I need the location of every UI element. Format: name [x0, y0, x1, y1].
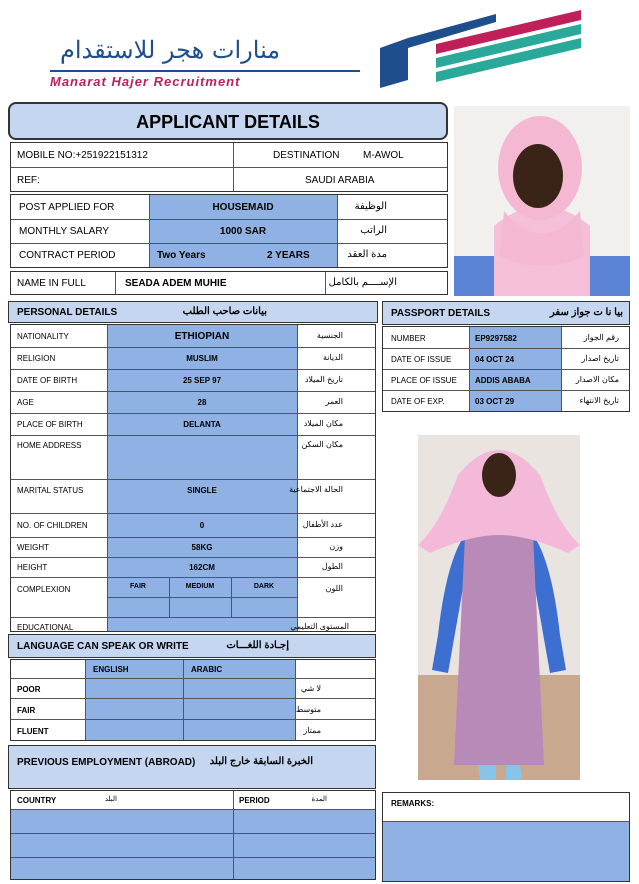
logo-house-icon — [376, 8, 586, 93]
previous-employment-header — [8, 745, 376, 789]
complexion-arabic: اللون — [325, 584, 343, 593]
remarks-label: REMARKS: — [391, 799, 435, 808]
name-value: SEADA ADEM MUHIE — [125, 278, 227, 289]
ref-label: REF: — [17, 175, 40, 186]
language-row-fair-arabic: متوسط — [295, 705, 321, 714]
language-row-fluent: FLUENT — [17, 727, 49, 736]
home-address-arabic: مكان السكن — [301, 440, 343, 449]
passport-number-value: EP9297582 — [475, 334, 517, 343]
post-arabic: الوظيفة — [354, 201, 387, 212]
contract-value-text: Two Years — [157, 250, 206, 261]
destination-label: DESTINATION — [273, 150, 340, 161]
job-table — [10, 194, 448, 268]
issue-place-value: ADDIS ABABA — [475, 376, 531, 385]
birthplace-label: PLACE OF BIRTH — [17, 420, 83, 429]
previous-header-label: PREVIOUS EMPLOYMENT (ABROAD) — [17, 757, 196, 768]
age-arabic: العمر — [325, 397, 343, 406]
name-label: NAME IN FULL — [17, 278, 86, 289]
language-header-label: LANGUAGE CAN SPEAK OR WRITE — [17, 641, 189, 652]
passport-number-arabic: رقم الجواز — [583, 333, 619, 342]
personal-header-label: PERSONAL DETAILS — [17, 307, 118, 318]
height-label: HEIGHT — [17, 563, 48, 572]
remarks-box — [382, 792, 630, 882]
children-label: NO. OF CHILDREN — [17, 521, 88, 530]
contract-arabic: مدة العقد — [347, 249, 387, 260]
birthplace-arabic: مكان الميلاد — [303, 419, 343, 428]
age-label: AGE — [17, 398, 34, 407]
language-table — [10, 659, 376, 741]
issue-place-label: PLACE OF ISSUE — [391, 376, 457, 385]
passport-header-arabic: بيا نا ت جواز سفر — [549, 307, 623, 318]
passport-header-label: PASSPORT DETAILS — [391, 308, 491, 319]
previous-period-arabic: المدة — [311, 796, 327, 803]
contract-value-years: 2 YEARS — [267, 250, 310, 261]
complexion-fair: FAIR — [130, 583, 146, 590]
contract-label: CONTRACT PERIOD — [19, 250, 116, 261]
salary-label: MONTHLY SALARY — [19, 226, 110, 237]
name-arabic: الإســــم بالكامل — [328, 277, 397, 288]
applicant-full-body-photo — [418, 435, 580, 780]
dob-value: 25 SEP 97 — [182, 376, 222, 385]
logo-rule — [50, 70, 360, 72]
nationality-value: ETHIOPIAN — [174, 331, 230, 342]
post-label: POST APPLIED FOR — [19, 202, 115, 213]
age-value: 28 — [197, 398, 207, 407]
nationality-label: NATIONALITY — [17, 332, 69, 341]
company-logo — [40, 8, 600, 93]
dob-arabic: تاريخ الميلاد — [304, 375, 343, 384]
page-title-box — [8, 102, 448, 140]
language-header — [8, 634, 376, 658]
weight-arabic: وزن — [329, 542, 343, 551]
marital-status-arabic: الحالة الاجتماعية — [289, 485, 343, 494]
personal-details-header — [8, 301, 378, 323]
previous-employment-table — [10, 790, 376, 880]
salary-arabic: الراتب — [360, 225, 387, 236]
passport-details-header — [382, 301, 630, 325]
weight-label: WEIGHT — [17, 543, 49, 552]
educational-label: EDUCATIONAL — [17, 623, 74, 632]
language-row-poor-arabic: لا شي — [300, 684, 321, 693]
religion-value: MUSLIM — [186, 354, 218, 363]
previous-header-arabic: الخبرة السابقة خارج البلد — [209, 756, 313, 767]
home-address-label: HOME ADDRESS — [17, 441, 82, 450]
personal-details-table — [10, 324, 376, 632]
children-value: 0 — [199, 521, 205, 530]
expiry-date-label: DATE OF EXP. — [391, 397, 445, 406]
top-info-table — [10, 142, 448, 192]
religion-label: RELIGION — [17, 354, 56, 363]
complexion-medium: MEDIUM — [185, 583, 215, 590]
passport-number-label: NUMBER — [391, 334, 426, 343]
salary-value: 1000 SAR — [219, 226, 267, 237]
previous-period-label: PERIOD — [239, 796, 270, 805]
language-header-arabic: إجـادة اللغـــات — [226, 640, 289, 651]
previous-country-arabic: البلد — [104, 796, 117, 803]
language-row-fair: FAIR — [17, 706, 36, 715]
issue-date-value: 04 OCT 24 — [475, 355, 515, 364]
personal-header-arabic: بيانات صاحب الطلب — [182, 306, 267, 317]
children-arabic: عدد الأطفال — [302, 520, 343, 529]
applicant-portrait-photo — [454, 106, 630, 296]
issue-place-arabic: مكان الاصدار — [575, 375, 619, 384]
previous-country-label: COUNTRY — [17, 796, 57, 805]
destination-value: M-AWOL — [363, 150, 404, 161]
full-name-row — [10, 271, 448, 295]
issue-date-arabic: تاريخ اصدار — [581, 354, 619, 363]
dob-label: DATE OF BIRTH — [17, 376, 78, 385]
language-row-poor: POOR — [17, 685, 41, 694]
expiry-date-arabic: تاريخ الانتهاء — [579, 396, 619, 405]
marital-status-value: SINGLE — [187, 486, 217, 495]
issue-date-label: DATE OF ISSUE — [391, 355, 452, 364]
language-col-arabic: ARABIC — [191, 665, 223, 674]
nationality-arabic: الجنسية — [316, 331, 343, 340]
post-value: HOUSEMAID — [212, 202, 274, 213]
logo-arabic-text: منارات هجر للاستقدام — [60, 36, 281, 64]
complexion-dark: DARK — [253, 583, 275, 590]
marital-status-label: MARITAL STATUS — [17, 486, 84, 495]
educational-arabic: المستوى التعليمي — [290, 622, 349, 631]
language-row-fluent-arabic: ممتاز — [303, 726, 321, 735]
religion-arabic: الديانة — [322, 353, 343, 362]
expiry-date-value: 03 OCT 29 — [475, 397, 515, 406]
passport-details-table — [382, 326, 630, 412]
logo-english-text: Manarat Hajer Recruitment — [50, 74, 241, 89]
height-arabic: الطول — [321, 562, 343, 571]
destination-country: SAUDI ARABIA — [305, 175, 375, 186]
birthplace-value: DELANTA — [183, 420, 221, 429]
mobile-number: MOBILE NO:+251922151312 — [17, 150, 148, 161]
weight-value: 58KG — [191, 543, 213, 552]
page-title: APPLICANT DETAILS — [136, 112, 320, 132]
height-value: 162CM — [189, 563, 215, 572]
language-col-english: ENGLISH — [93, 665, 129, 674]
complexion-label: COMPLEXION — [17, 585, 71, 594]
